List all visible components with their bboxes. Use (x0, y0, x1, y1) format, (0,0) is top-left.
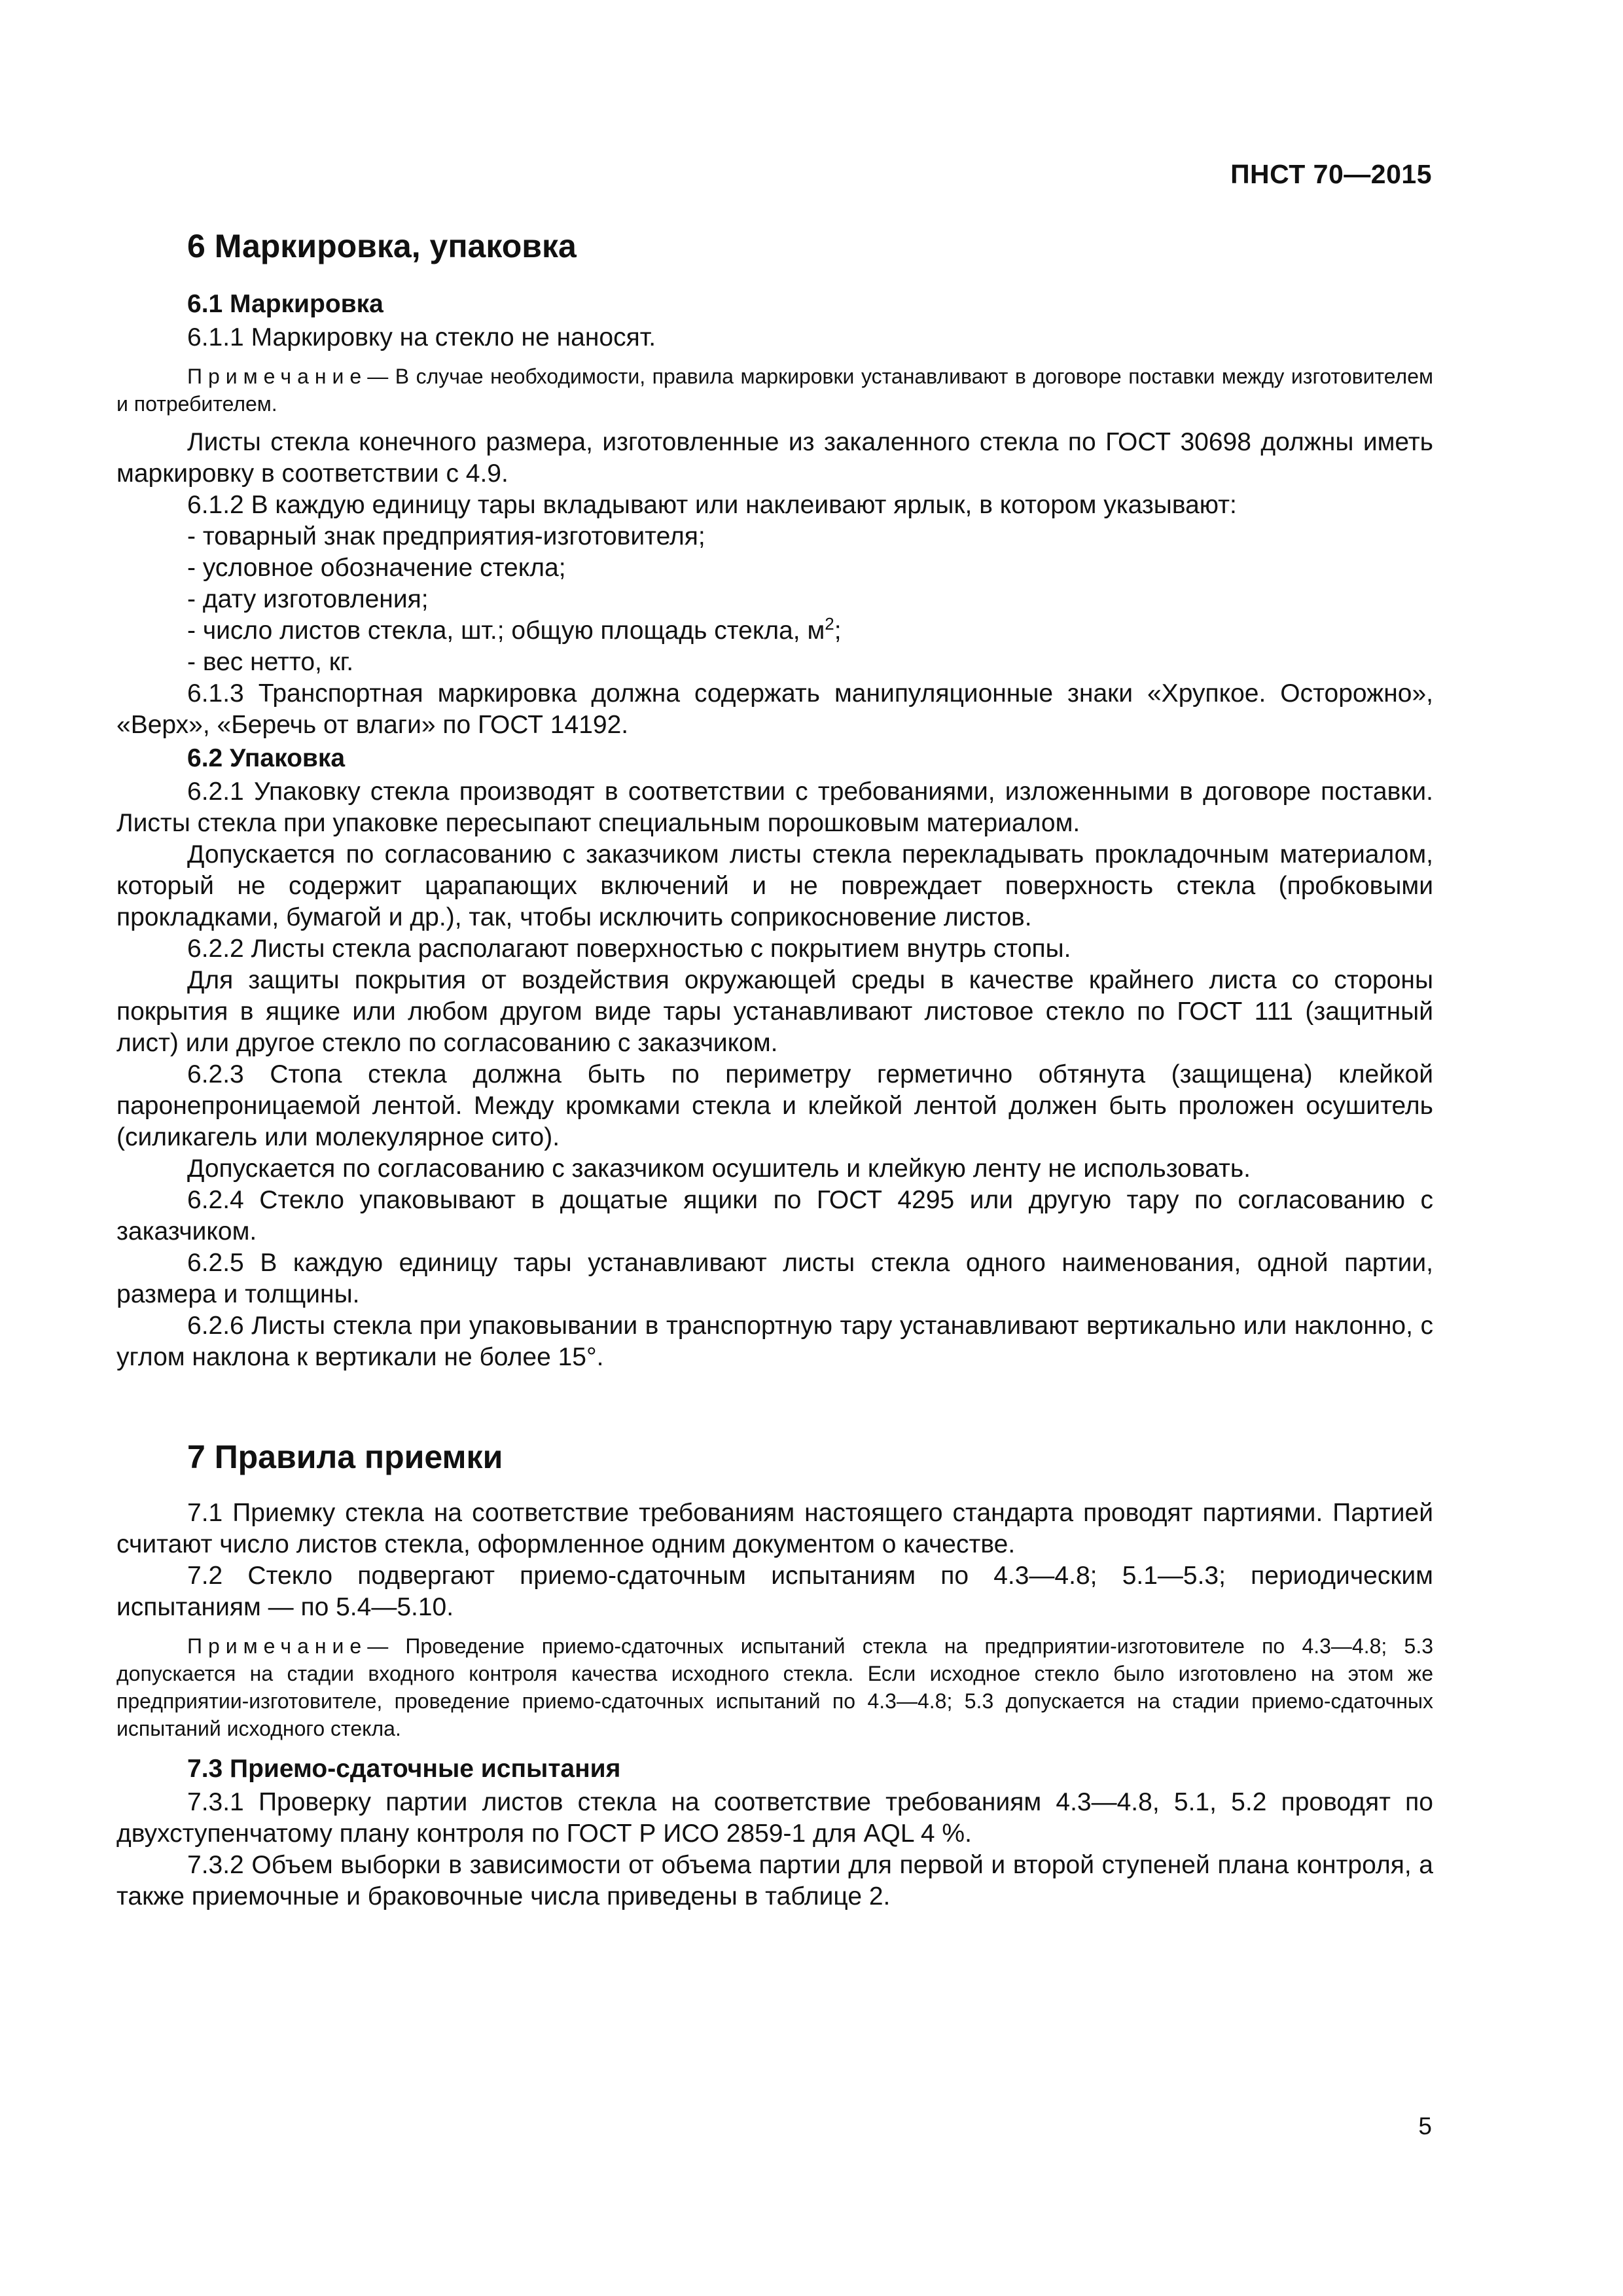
paragraph-sheets-marking: Листы стекла конечного размера, изготовленные из закаленного стекла по ГОСТ 30698 должны иметь маркировку в соответствии с 4.9. (116, 428, 1433, 488)
paragraph-7-2: 7.2 Стекло подвергают приемо-сдаточным испытаниям по 4.3—4.8; 5.1—5.3; периодическим испытаниям — по 5.4—5.10. (116, 1562, 1433, 1621)
document-id: ПНСТ 70—2015 (1230, 159, 1432, 189)
paragraph-6-2-2: 6.2.2 Листы стекла располагают поверхностью с покрытием внутрь стопы. (187, 935, 1071, 963)
paragraph-6-1-1: 6.1.1 Маркировку на стекло не наносят. (187, 323, 656, 351)
note-label: Примечание (187, 365, 368, 388)
section-7-title: 7 Правила приемки (187, 1439, 503, 1475)
note-1 (116, 363, 1433, 418)
subsection-7-3-title: 7.3 Приемо-сдаточные испытания (187, 1755, 621, 1783)
list-item: - условное обозначение стекла; (187, 554, 566, 582)
list-item: - товарный знак предприятия-изготовителя; (187, 522, 705, 550)
list-item-text: - число листов стекла, шт.; общую площадь стекла, м (187, 617, 825, 645)
list-item: - дату изготовления; (187, 585, 429, 613)
subsection-6-2-title: 6.2 Упаковка (187, 744, 346, 772)
paragraph-6-2-5: 6.2.5 В каждую единицу тары устанавливают листы стекла одного наименования, одной партии, размера и толщины. (116, 1249, 1433, 1308)
paragraph-7-3-1: 7.3.1 Проверку партии листов стекла на соответствие требованиям 4.3—4.8, 5.1, 5.2 проводят по двухступенчатому плану контроля по ГОСТ Р ИСО 2859-1 для AQL 4 %. (116, 1788, 1433, 1848)
superscript: 2 (825, 614, 834, 634)
page-number: 5 (1418, 2113, 1432, 2140)
note-2 (116, 1632, 1433, 1742)
paragraph-7-1: 7.1 Приемку стекла на соответствие требованиям настоящего стандарта проводят партиями. Партией считают число листов стекла, оформленное одним документом о качестве. (116, 1499, 1433, 1558)
page-content (116, 223, 1433, 1912)
paragraph-6-2-1: 6.2.1 Упаковку стекла производят в соответствии с требованиями, изложенными в договоре поставки. Листы стекла при упаковке пересыпают специальным порошковым материалом. (116, 778, 1433, 837)
list-item-text-end: ; (834, 617, 842, 645)
note-label: Примечание (187, 1634, 368, 1658)
paragraph-6-2-3: 6.2.3 Стопа стекла должна быть по периметру герметично обтянута (защищена) клейкой паронепроницаемой лентой. Между кромками стекла и клейкой лентой должен быть проложен осушитель (силикагель или молекулярное сито). (116, 1060, 1433, 1151)
paragraph-7-3-2: 7.3.2 Объем выборки в зависимости от объема партии для первой и второй ступеней плана контроля, а также приемочные и браковочные числа приведены в таблице 2. (116, 1851, 1433, 1910)
list-item: - вес нетто, кг. (187, 648, 354, 676)
section-6-title: 6 Маркировка, упаковка (187, 228, 577, 264)
paragraph-6-2-1b: Допускается по согласованию с заказчиком листы стекла перекладывать прокладочным материалом, который не содержит царапающих включений и не повреждает поверхность стекла (пробковыми прокладками, бумагой и др.), так, чтобы исключить соприкосновение листов. (116, 840, 1433, 931)
paragraph-6-2-2b: Для защиты покрытия от воздействия окружающей среды в качестве крайнего листа со стороны покрытия в ящике или любом другом виде тары устанавливают листовое стекло по ГОСТ 111 (защитный лист) или другое стекло по согласованию с заказчиком. (116, 966, 1433, 1057)
list-item (116, 615, 1433, 647)
paragraph-6-2-6: 6.2.6 Листы стекла при упаковывании в транспортную тару устанавливают вертикально или наклонно, с углом наклона к вертикали не более 15°. (116, 1312, 1433, 1371)
subsection-6-1-title: 6.1 Маркировка (187, 290, 383, 318)
note-text: — Проведение приемо-сдаточных испытаний стекла на предприятии-изготовителе по 4.3—4.8; 5.3 допускается на стадии входного контроля качества исходного стекла. Если исходное стекло было изготовлено на этом же предприятии-изготовителе, проведение приемо-сдаточных испытаний по 4.3—4.8; 5.3 допускается на стадии приемо-сдаточных испытаний исходного стекла. (116, 1634, 1433, 1740)
paragraph-6-1-2: 6.1.2 В каждую единицу тары вкладывают или наклеивают ярлык, в котором указывают: (187, 491, 1237, 519)
paragraph-6-2-4: 6.2.4 Стекло упаковывают в дощатые ящики по ГОСТ 4295 или другую тару по согласованию с заказчиком. (116, 1186, 1433, 1246)
paragraph-6-2-3b: Допускается по согласованию с заказчиком осушитель и клейкую ленту не использовать. (187, 1155, 1251, 1183)
note-text: — В случае необходимости, правила маркировки устанавливают в договоре поставки между изготовителем и потребителем. (116, 365, 1433, 416)
paragraph-6-1-3: 6.1.3 Транспортная маркировка должна содержать манипуляционные знаки «Хрупкое. Осторожно», «Верх», «Беречь от влаги» по ГОСТ 14192. (116, 679, 1433, 739)
